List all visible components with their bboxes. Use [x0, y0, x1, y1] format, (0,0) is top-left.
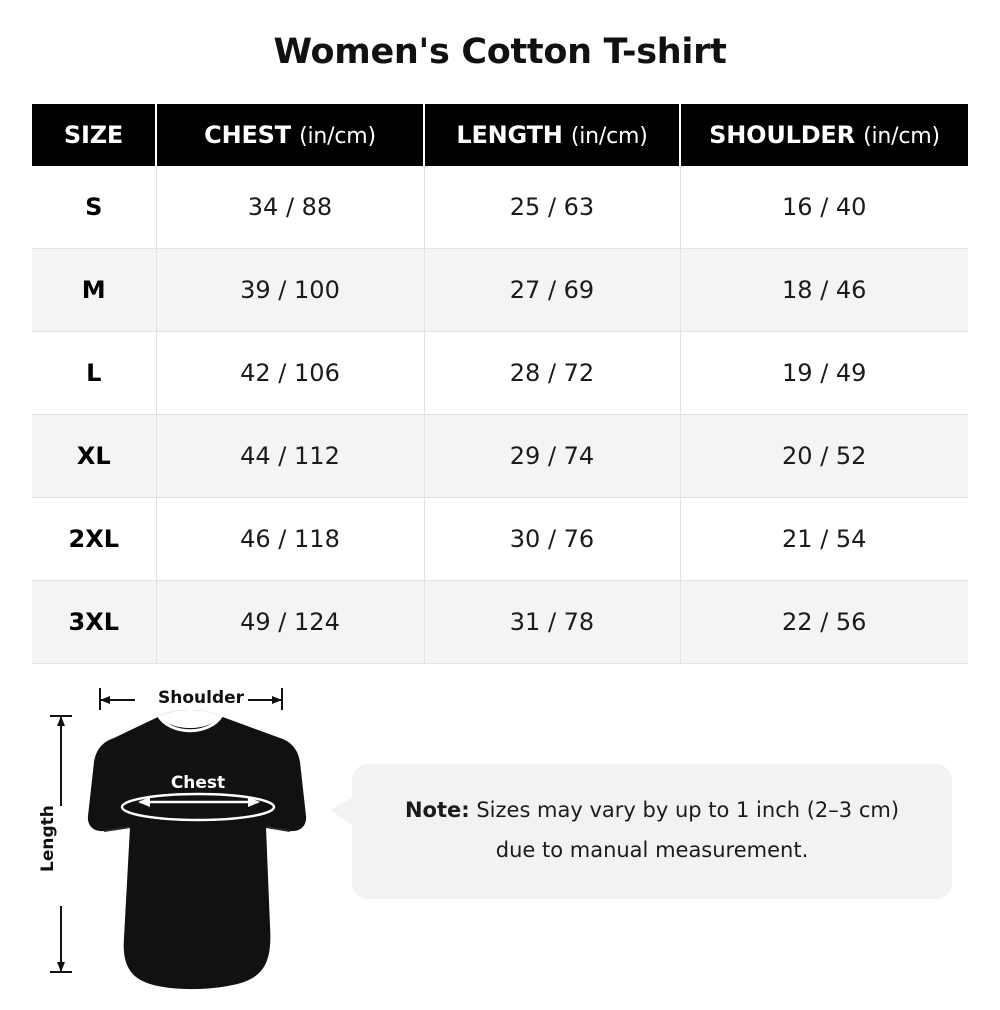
note-text-1: Sizes may vary by up to 1 inch (2–3 cm): [469, 797, 900, 822]
cell-shoulder: 21 / 54: [680, 497, 968, 580]
table-row: [32, 580, 968, 663]
page-title: Women's Cotton T-shirt: [273, 32, 727, 72]
column-header-chest-unit: (in/cm): [299, 123, 376, 149]
note-prefix: Note:: [404, 797, 470, 822]
cell-size: 2XL: [32, 497, 156, 580]
cell-chest: 49 / 124: [156, 580, 424, 663]
column-header-length-label: LENGTH: [456, 120, 563, 149]
tshirt-diagram: [30, 676, 360, 1006]
cell-size: M: [32, 248, 156, 331]
table-header-row: [32, 104, 968, 166]
cell-length: 25 / 63: [424, 166, 680, 249]
note-bubble: [352, 764, 952, 900]
cell-size: S: [32, 166, 156, 249]
cell-chest: 44 / 112: [156, 414, 424, 497]
column-header-shoulder-label: SHOULDER: [709, 120, 855, 149]
cell-shoulder: 19 / 49: [680, 331, 968, 414]
cell-shoulder: 20 / 52: [680, 414, 968, 497]
cell-size: XL: [32, 414, 156, 497]
cell-length: 27 / 69: [424, 248, 680, 331]
cell-chest: 34 / 88: [156, 166, 424, 249]
cell-length: 30 / 76: [424, 497, 680, 580]
size-chart-table: [32, 104, 968, 664]
cell-shoulder: 16 / 40: [680, 166, 968, 249]
column-header-length: [424, 104, 680, 166]
column-header-size-label: SIZE: [63, 120, 124, 149]
column-header-chest-label: CHEST: [204, 120, 291, 149]
column-header-shoulder: [680, 104, 968, 166]
cell-chest: 42 / 106: [156, 331, 424, 414]
table-row: [32, 497, 968, 580]
table-row: [32, 166, 968, 249]
cell-shoulder: 22 / 56: [680, 580, 968, 663]
cell-length: 29 / 74: [424, 414, 680, 497]
cell-size: 3XL: [32, 580, 156, 663]
cell-chest: 39 / 100: [156, 248, 424, 331]
column-header-shoulder-unit: (in/cm): [863, 123, 940, 149]
column-header-chest: [156, 104, 424, 166]
length-label: Length: [38, 804, 58, 872]
illustration-section: [0, 676, 1000, 1006]
shoulder-label: Shoulder: [158, 687, 245, 708]
cell-shoulder: 18 / 46: [680, 248, 968, 331]
cell-length: 31 / 78: [424, 580, 680, 663]
tshirt-shape: [88, 710, 306, 989]
note-line-1: [382, 790, 922, 831]
note-line-2: due to manual measurement.: [495, 838, 809, 863]
cell-length: 28 / 72: [424, 331, 680, 414]
cell-size: L: [32, 331, 156, 414]
table-row: [32, 414, 968, 497]
cell-chest: 46 / 118: [156, 497, 424, 580]
table-row: [32, 248, 968, 331]
table-row: [32, 331, 968, 414]
column-header-size: [32, 104, 156, 166]
column-header-length-unit: (in/cm): [570, 123, 648, 149]
chest-label: Chest: [170, 772, 226, 793]
